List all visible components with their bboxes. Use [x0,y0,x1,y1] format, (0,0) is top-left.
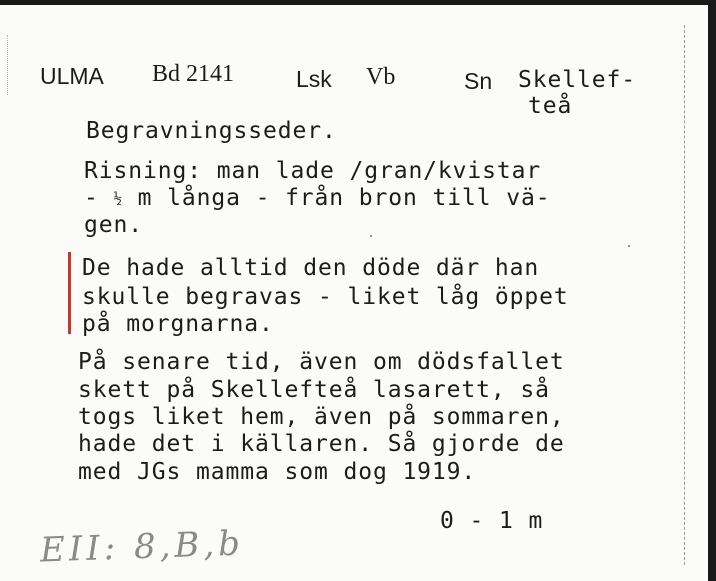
text-line [84,185,551,211]
perforation-line [684,25,685,565]
text-line: De hade alltid den döde där han [82,255,540,281]
archive-code: ULMA [40,63,104,89]
index-card [0,5,708,581]
text-fragment: - [84,185,114,211]
volume-number: Bd 2141 [152,61,235,87]
text-line: med JGs mamma som dog 1919. [78,459,477,485]
classification-handwriting: EII: 8,B,b [39,523,245,571]
text-line: På senare tid, även om dödsfallet [78,349,565,375]
socken-label: Sn [464,68,493,94]
text-line: togs liket hem, även på sommaren, [78,404,565,430]
left-edge-mark [7,35,8,95]
text-line: på morgnarna. [82,311,274,337]
text-fragment: m långa - från bron till vä- [122,185,551,211]
paper-speck [628,245,630,247]
landskap-label: Lsk [296,66,332,92]
socken-value-continued: teå [528,93,573,119]
text-line: skulle begravas - liket låg öppet [82,284,569,310]
landskap-value: Vb [366,64,396,90]
scale-note: 0 - 1 m [440,508,544,534]
card-title: Begravningsseder. [86,118,337,144]
text-line: hade det i källaren. Så gjorde de [78,431,565,457]
red-margin-mark [68,252,71,334]
socken-value: Skellef- [518,67,636,93]
text-line: Risning: man lade /gran/kvistar [84,158,542,184]
paper-speck [370,235,372,237]
fraction-half: ½ [113,191,123,207]
text-line: skett på Skellefteå lasarett, så [78,377,550,403]
text-line: gen. [84,212,143,238]
